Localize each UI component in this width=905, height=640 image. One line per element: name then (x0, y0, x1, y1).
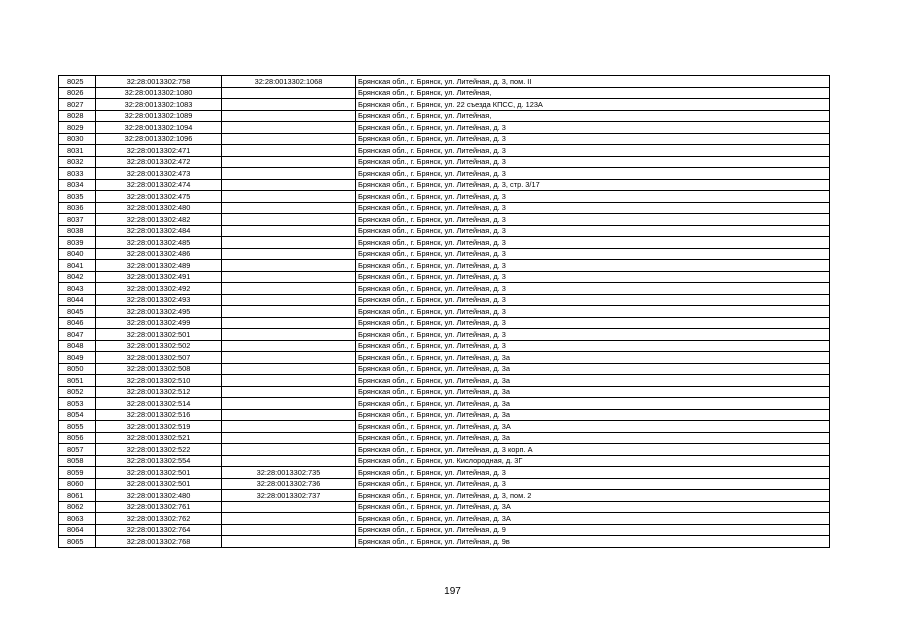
registry-table (58, 75, 830, 548)
cadastral-number-cell: 32:28:0013302:482 (96, 214, 222, 226)
related-cadastral-number-cell (222, 329, 356, 341)
row-number-cell: 8062 (59, 501, 96, 513)
cadastral-number-cell: 32:28:0013302:486 (96, 248, 222, 260)
related-cadastral-number-cell (222, 168, 356, 180)
row-number-cell: 8060 (59, 478, 96, 490)
address-cell: Брянская обл., г. Брянск, ул. Литейная, д. 3 (356, 467, 830, 479)
related-cadastral-number-cell (222, 179, 356, 191)
row-number-cell: 8031 (59, 145, 96, 157)
related-cadastral-number-cell (222, 455, 356, 467)
address-cell: Брянская обл., г. Брянск, ул. Литейная, д. 3а (356, 352, 830, 364)
row-number-cell: 8056 (59, 432, 96, 444)
table-row (59, 467, 830, 479)
row-number-cell: 8033 (59, 168, 96, 180)
table-row (59, 122, 830, 134)
related-cadastral-number-cell (222, 317, 356, 329)
table-row (59, 352, 830, 364)
related-cadastral-number-cell (222, 352, 356, 364)
address-cell: Брянская обл., г. Брянск, ул. Литейная, д. 3 (356, 260, 830, 272)
address-cell: Брянская обл., г. Брянск, ул. Литейная, (356, 87, 830, 99)
row-number-cell: 8027 (59, 99, 96, 111)
row-number-cell: 8046 (59, 317, 96, 329)
address-cell: Брянская обл., г. Брянск, ул. Литейная, д. 3а (356, 409, 830, 421)
address-cell: Брянская обл., г. Брянск, ул. Литейная, д. 3 (356, 168, 830, 180)
cadastral-number-cell: 32:28:0013302:1083 (96, 99, 222, 111)
cadastral-number-cell: 32:28:0013302:493 (96, 294, 222, 306)
cadastral-number-cell: 32:28:0013302:471 (96, 145, 222, 157)
address-cell: Брянская обл., г. Брянск, ул. Литейная, д. 9 (356, 524, 830, 536)
cadastral-number-cell: 32:28:0013302:1096 (96, 133, 222, 145)
cadastral-number-cell: 32:28:0013302:508 (96, 363, 222, 375)
address-cell: Брянская обл., г. Брянск, ул. Литейная, д. 3а (356, 386, 830, 398)
row-number-cell: 8050 (59, 363, 96, 375)
cadastral-number-cell: 32:28:0013302:1080 (96, 87, 222, 99)
row-number-cell: 8043 (59, 283, 96, 295)
related-cadastral-number-cell (222, 409, 356, 421)
table-row (59, 432, 830, 444)
row-number-cell: 8052 (59, 386, 96, 398)
row-number-cell: 8047 (59, 329, 96, 341)
related-cadastral-number-cell (222, 260, 356, 272)
cadastral-number-cell: 32:28:0013302:501 (96, 467, 222, 479)
row-number-cell: 8057 (59, 444, 96, 456)
table-row (59, 271, 830, 283)
address-cell: Брянская обл., г. Брянск, ул. Литейная, д. 3А (356, 501, 830, 513)
table-row (59, 490, 830, 502)
related-cadastral-number-cell (222, 386, 356, 398)
address-cell: Брянская обл., г. Брянск, ул. Литейная, д. 3 (356, 225, 830, 237)
table-row (59, 363, 830, 375)
related-cadastral-number-cell (222, 87, 356, 99)
address-cell: Брянская обл., г. Брянск, ул. Литейная, д. 3, стр. 3/17 (356, 179, 830, 191)
table-row (59, 398, 830, 410)
cadastral-number-cell: 32:28:0013302:521 (96, 432, 222, 444)
cadastral-number-cell: 32:28:0013302:485 (96, 237, 222, 249)
related-cadastral-number-cell (222, 283, 356, 295)
related-cadastral-number-cell: 32:28:0013302:736 (222, 478, 356, 490)
related-cadastral-number-cell (222, 225, 356, 237)
row-number-cell: 8026 (59, 87, 96, 99)
address-cell: Брянская обл., г. Брянск, ул. Литейная, д. 3 (356, 340, 830, 352)
row-number-cell: 8040 (59, 248, 96, 260)
address-cell: Брянская обл., г. Брянск, ул. Литейная, д. 3 (356, 214, 830, 226)
cadastral-number-cell: 32:28:0013302:499 (96, 317, 222, 329)
related-cadastral-number-cell (222, 444, 356, 456)
row-number-cell: 8048 (59, 340, 96, 352)
cadastral-number-cell: 32:28:0013302:761 (96, 501, 222, 513)
row-number-cell: 8045 (59, 306, 96, 318)
cadastral-number-cell: 32:28:0013302:510 (96, 375, 222, 387)
related-cadastral-number-cell (222, 398, 356, 410)
related-cadastral-number-cell (222, 536, 356, 548)
cadastral-number-cell: 32:28:0013302:502 (96, 340, 222, 352)
table-row (59, 375, 830, 387)
related-cadastral-number-cell (222, 294, 356, 306)
row-number-cell: 8032 (59, 156, 96, 168)
table-row (59, 76, 830, 88)
cadastral-number-cell: 32:28:0013302:480 (96, 490, 222, 502)
row-number-cell: 8037 (59, 214, 96, 226)
table-row (59, 156, 830, 168)
table-row (59, 99, 830, 111)
related-cadastral-number-cell (222, 145, 356, 157)
row-number-cell: 8053 (59, 398, 96, 410)
related-cadastral-number-cell (222, 513, 356, 525)
row-number-cell: 8061 (59, 490, 96, 502)
address-cell: Брянская обл., г. Брянск, ул. Литейная, д. 3 корп. А (356, 444, 830, 456)
cadastral-number-cell: 32:28:0013302:522 (96, 444, 222, 456)
related-cadastral-number-cell (222, 133, 356, 145)
table-row (59, 386, 830, 398)
related-cadastral-number-cell (222, 501, 356, 513)
cadastral-number-cell: 32:28:0013302:762 (96, 513, 222, 525)
table-row (59, 168, 830, 180)
related-cadastral-number-cell (222, 214, 356, 226)
related-cadastral-number-cell (222, 156, 356, 168)
row-number-cell: 8055 (59, 421, 96, 433)
row-number-cell: 8051 (59, 375, 96, 387)
row-number-cell: 8064 (59, 524, 96, 536)
table-row (59, 421, 830, 433)
cadastral-number-cell: 32:28:0013302:507 (96, 352, 222, 364)
address-cell: Брянская обл., г. Брянск, ул. Кислородная, д. 3Г (356, 455, 830, 467)
related-cadastral-number-cell (222, 271, 356, 283)
cadastral-number-cell: 32:28:0013302:474 (96, 179, 222, 191)
row-number-cell: 8063 (59, 513, 96, 525)
address-cell: Брянская обл., г. Брянск, ул. Литейная, д. 3а (356, 375, 830, 387)
cadastral-number-cell: 32:28:0013302:491 (96, 271, 222, 283)
table-row (59, 478, 830, 490)
address-cell: Брянская обл., г. Брянск, ул. Литейная, д. 3 (356, 306, 830, 318)
related-cadastral-number-cell: 32:28:0013302:737 (222, 490, 356, 502)
related-cadastral-number-cell (222, 421, 356, 433)
cadastral-number-cell: 32:28:0013302:473 (96, 168, 222, 180)
cadastral-number-cell: 32:28:0013302:480 (96, 202, 222, 214)
address-cell: Брянская обл., г. Брянск, ул. Литейная, д. 3 (356, 191, 830, 203)
row-number-cell: 8035 (59, 191, 96, 203)
cadastral-number-cell: 32:28:0013302:758 (96, 76, 222, 88)
row-number-cell: 8036 (59, 202, 96, 214)
address-cell: Брянская обл., г. Брянск, ул. Литейная, д. 3 (356, 271, 830, 283)
row-number-cell: 8054 (59, 409, 96, 421)
table-row (59, 444, 830, 456)
table-row (59, 455, 830, 467)
table-row (59, 524, 830, 536)
address-cell: Брянская обл., г. Брянск, ул. Литейная, д. 3 (356, 122, 830, 134)
table-row (59, 225, 830, 237)
related-cadastral-number-cell (222, 237, 356, 249)
cadastral-number-cell: 32:28:0013302:1089 (96, 110, 222, 122)
cadastral-number-cell: 32:28:0013302:768 (96, 536, 222, 548)
cadastral-number-cell: 32:28:0013302:472 (96, 156, 222, 168)
table-row (59, 317, 830, 329)
related-cadastral-number-cell: 32:28:0013302:735 (222, 467, 356, 479)
row-number-cell: 8044 (59, 294, 96, 306)
related-cadastral-number-cell (222, 191, 356, 203)
cadastral-number-cell: 32:28:0013302:514 (96, 398, 222, 410)
address-cell: Брянская обл., г. Брянск, ул. Литейная, д. 3 (356, 202, 830, 214)
row-number-cell: 8025 (59, 76, 96, 88)
related-cadastral-number-cell (222, 248, 356, 260)
row-number-cell: 8039 (59, 237, 96, 249)
cadastral-number-cell: 32:28:0013302:484 (96, 225, 222, 237)
table-row (59, 133, 830, 145)
address-cell: Брянская обл., г. Брянск, ул. Литейная, д. 3 (356, 145, 830, 157)
table-row (59, 306, 830, 318)
related-cadastral-number-cell: 32:28:0013302:1068 (222, 76, 356, 88)
related-cadastral-number-cell (222, 110, 356, 122)
cadastral-number-cell: 32:28:0013302:492 (96, 283, 222, 295)
row-number-cell: 8034 (59, 179, 96, 191)
row-number-cell: 8042 (59, 271, 96, 283)
address-cell: Брянская обл., г. Брянск, ул. 22 съезда КПСС, д. 123А (356, 99, 830, 111)
table-row (59, 501, 830, 513)
address-cell: Брянская обл., г. Брянск, ул. Литейная, д. 3 (356, 248, 830, 260)
row-number-cell: 8038 (59, 225, 96, 237)
table-row (59, 329, 830, 341)
table-row (59, 145, 830, 157)
table-row (59, 191, 830, 203)
related-cadastral-number-cell (222, 306, 356, 318)
related-cadastral-number-cell (222, 375, 356, 387)
cadastral-number-cell: 32:28:0013302:554 (96, 455, 222, 467)
address-cell: Брянская обл., г. Брянск, ул. Литейная, д. 3а (356, 363, 830, 375)
table-row (59, 283, 830, 295)
table-row (59, 237, 830, 249)
cadastral-number-cell: 32:28:0013302:495 (96, 306, 222, 318)
address-cell: Брянская обл., г. Брянск, ул. Литейная, д. 3 (356, 283, 830, 295)
address-cell: Брянская обл., г. Брянск, ул. Литейная, д. 3а (356, 432, 830, 444)
cadastral-number-cell: 32:28:0013302:519 (96, 421, 222, 433)
table-row (59, 513, 830, 525)
table-row (59, 340, 830, 352)
cadastral-number-cell: 32:28:0013302:1094 (96, 122, 222, 134)
related-cadastral-number-cell (222, 432, 356, 444)
address-cell: Брянская обл., г. Брянск, ул. Литейная, д. 3, пом. 2 (356, 490, 830, 502)
table-row (59, 202, 830, 214)
address-cell: Брянская обл., г. Брянск, ул. Литейная, д. 3, пом. II (356, 76, 830, 88)
address-cell: Брянская обл., г. Брянск, ул. Литейная, д. 3 (356, 294, 830, 306)
cadastral-number-cell: 32:28:0013302:501 (96, 478, 222, 490)
address-cell: Брянская обл., г. Брянск, ул. Литейная, (356, 110, 830, 122)
related-cadastral-number-cell (222, 524, 356, 536)
address-cell: Брянская обл., г. Брянск, ул. Литейная, д. 3А (356, 421, 830, 433)
address-cell: Брянская обл., г. Брянск, ул. Литейная, д. 3 (356, 317, 830, 329)
row-number-cell: 8065 (59, 536, 96, 548)
row-number-cell: 8041 (59, 260, 96, 272)
cadastral-number-cell: 32:28:0013302:489 (96, 260, 222, 272)
cadastral-number-cell: 32:28:0013302:475 (96, 191, 222, 203)
row-number-cell: 8029 (59, 122, 96, 134)
table-row (59, 87, 830, 99)
cadastral-number-cell: 32:28:0013302:512 (96, 386, 222, 398)
table-row (59, 248, 830, 260)
related-cadastral-number-cell (222, 99, 356, 111)
address-cell: Брянская обл., г. Брянск, ул. Литейная, д. 9в (356, 536, 830, 548)
related-cadastral-number-cell (222, 122, 356, 134)
address-cell: Брянская обл., г. Брянск, ул. Литейная, д. 3 (356, 133, 830, 145)
cadastral-number-cell: 32:28:0013302:516 (96, 409, 222, 421)
table-row (59, 260, 830, 272)
address-cell: Брянская обл., г. Брянск, ул. Литейная, д. 3 (356, 156, 830, 168)
cadastral-number-cell: 32:28:0013302:501 (96, 329, 222, 341)
row-number-cell: 8030 (59, 133, 96, 145)
related-cadastral-number-cell (222, 363, 356, 375)
table-row (59, 294, 830, 306)
table-row (59, 536, 830, 548)
table-row (59, 214, 830, 226)
row-number-cell: 8059 (59, 467, 96, 479)
address-cell: Брянская обл., г. Брянск, ул. Литейная, д. 3а (356, 398, 830, 410)
address-cell: Брянская обл., г. Брянск, ул. Литейная, д. 3А (356, 513, 830, 525)
address-cell: Брянская обл., г. Брянск, ул. Литейная, д. 3 (356, 478, 830, 490)
cadastral-number-cell: 32:28:0013302:764 (96, 524, 222, 536)
table-row (59, 409, 830, 421)
table-row (59, 110, 830, 122)
row-number-cell: 8058 (59, 455, 96, 467)
address-cell: Брянская обл., г. Брянск, ул. Литейная, д. 3 (356, 329, 830, 341)
table-row (59, 179, 830, 191)
page-number: 197 (444, 586, 461, 597)
related-cadastral-number-cell (222, 202, 356, 214)
registry-table-body (59, 76, 830, 548)
row-number-cell: 8028 (59, 110, 96, 122)
row-number-cell: 8049 (59, 352, 96, 364)
address-cell: Брянская обл., г. Брянск, ул. Литейная, д. 3 (356, 237, 830, 249)
related-cadastral-number-cell (222, 340, 356, 352)
